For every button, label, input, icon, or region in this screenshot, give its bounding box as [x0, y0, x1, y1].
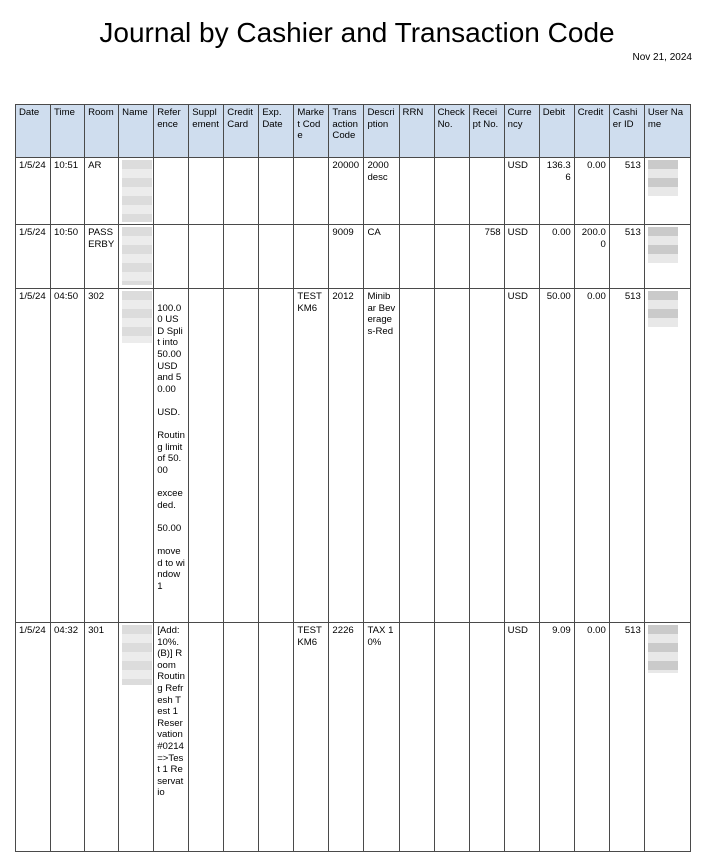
- cell-date: 1/5/24: [16, 623, 51, 852]
- cell-description: TAX 10%: [364, 623, 399, 852]
- cell-transaction-code: 20000: [329, 158, 364, 225]
- cell-time: 10:50: [51, 225, 85, 289]
- column-header: Cashier ID: [609, 105, 644, 158]
- cell-receipt-no: [469, 623, 504, 852]
- cell-reference: [154, 158, 189, 225]
- cell-reference: [Add: 10%.(B)] Room Routing Refresh Test 1 Reservation #0214=>Test 1 Reservatio: [154, 623, 189, 852]
- cell-currency: USD: [504, 623, 539, 852]
- cell-market-code: TEST KM6: [294, 623, 329, 852]
- cell-receipt-no: [469, 158, 504, 225]
- cell-supplement: [189, 225, 224, 289]
- cell-currency: USD: [504, 289, 539, 623]
- cell-market-code: TEST KM6: [294, 289, 329, 623]
- cell-name: [119, 289, 154, 623]
- cell-reference: [154, 225, 189, 289]
- cell-room: AR: [85, 158, 119, 225]
- column-header: Description: [364, 105, 399, 158]
- cell-market-code: [294, 225, 329, 289]
- cell-market-code: [294, 158, 329, 225]
- redacted-name: [122, 227, 152, 285]
- cell-reference: 100.00 USD Split into 50.00 USD and 50.00 USD. Routing limit of 50.00 exceeded. 50.00 moved to window 1: [154, 289, 189, 623]
- cell-description: CA: [364, 225, 399, 289]
- cell-exp-date: [259, 289, 294, 623]
- cell-user-name: [644, 158, 690, 225]
- column-header: Supplement: [189, 105, 224, 158]
- column-header: Date: [16, 105, 51, 158]
- cell-time: 10:51: [51, 158, 85, 225]
- column-header: Time: [51, 105, 85, 158]
- cell-supplement: [189, 623, 224, 852]
- redacted-name: [122, 291, 152, 343]
- cell-credit: 0.00: [574, 623, 609, 852]
- cell-check-no: [434, 158, 469, 225]
- cell-rrn: [399, 158, 434, 225]
- column-header: User Name: [644, 105, 690, 158]
- cell-rrn: [399, 623, 434, 852]
- cell-credit-card: [224, 158, 259, 225]
- cell-room: 302: [85, 289, 119, 623]
- cell-rrn: [399, 225, 434, 289]
- column-header: Exp. Date: [259, 105, 294, 158]
- cell-name: [119, 623, 154, 852]
- cell-time: 04:50: [51, 289, 85, 623]
- cell-user-name: [644, 289, 690, 623]
- table-row: [16, 158, 691, 225]
- cell-cashier-id: 513: [609, 289, 644, 623]
- cell-user-name: [644, 623, 690, 852]
- cell-credit: 0.00: [574, 289, 609, 623]
- column-header: Currency: [504, 105, 539, 158]
- redacted-name: [122, 160, 152, 222]
- cell-transaction-code: 2226: [329, 623, 364, 852]
- cell-transaction-code: 2012: [329, 289, 364, 623]
- column-header: Name: [119, 105, 154, 158]
- cell-date: 1/5/24: [16, 158, 51, 225]
- table-header-row: [16, 105, 691, 158]
- cell-exp-date: [259, 623, 294, 852]
- cell-cashier-id: 513: [609, 623, 644, 852]
- journal-table: [15, 104, 691, 852]
- column-header: Reference: [154, 105, 189, 158]
- cell-check-no: [434, 289, 469, 623]
- column-header: RRN: [399, 105, 434, 158]
- cell-credit-card: [224, 289, 259, 623]
- cell-debit: 9.09: [539, 623, 574, 852]
- cell-check-no: [434, 225, 469, 289]
- column-header: Receipt No.: [469, 105, 504, 158]
- cell-debit: 50.00: [539, 289, 574, 623]
- cell-room: 301: [85, 623, 119, 852]
- column-header: Credit: [574, 105, 609, 158]
- column-header: Transaction Code: [329, 105, 364, 158]
- cell-receipt-no: [469, 289, 504, 623]
- cell-credit-card: [224, 225, 259, 289]
- table-row: [16, 289, 691, 623]
- report-title: Journal by Cashier and Transaction Code: [99, 17, 615, 48]
- cell-debit: 0.00: [539, 225, 574, 289]
- column-header: Check No.: [434, 105, 469, 158]
- cell-supplement: [189, 289, 224, 623]
- cell-date: 1/5/24: [16, 289, 51, 623]
- cell-credit: 200.00: [574, 225, 609, 289]
- cell-cashier-id: 513: [609, 158, 644, 225]
- cell-transaction-code: 9009: [329, 225, 364, 289]
- column-header: Room: [85, 105, 119, 158]
- cell-receipt-no: 758: [469, 225, 504, 289]
- cell-check-no: [434, 623, 469, 852]
- redacted-user-name: [648, 625, 678, 673]
- cell-credit-card: [224, 623, 259, 852]
- cell-cashier-id: 513: [609, 225, 644, 289]
- column-header: Debit: [539, 105, 574, 158]
- column-header: Credit Card: [224, 105, 259, 158]
- cell-date: 1/5/24: [16, 225, 51, 289]
- cell-time: 04:32: [51, 623, 85, 852]
- table-row: [16, 225, 691, 289]
- column-header: Market Code: [294, 105, 329, 158]
- cell-supplement: [189, 158, 224, 225]
- redacted-user-name: [648, 227, 678, 263]
- cell-rrn: [399, 289, 434, 623]
- cell-currency: USD: [504, 225, 539, 289]
- cell-exp-date: [259, 225, 294, 289]
- cell-user-name: [644, 225, 690, 289]
- cell-name: [119, 225, 154, 289]
- report-date: Nov 21, 2024: [632, 52, 692, 63]
- cell-name: [119, 158, 154, 225]
- cell-credit: 0.00: [574, 158, 609, 225]
- redacted-user-name: [648, 291, 678, 327]
- table-row: [16, 623, 691, 852]
- cell-debit: 136.36: [539, 158, 574, 225]
- cell-room: PASSERBY: [85, 225, 119, 289]
- cell-description: Minibar Beverages-Red: [364, 289, 399, 623]
- cell-exp-date: [259, 158, 294, 225]
- cell-currency: USD: [504, 158, 539, 225]
- cell-description: 2000 desc: [364, 158, 399, 225]
- redacted-name: [122, 625, 152, 685]
- redacted-user-name: [648, 160, 678, 196]
